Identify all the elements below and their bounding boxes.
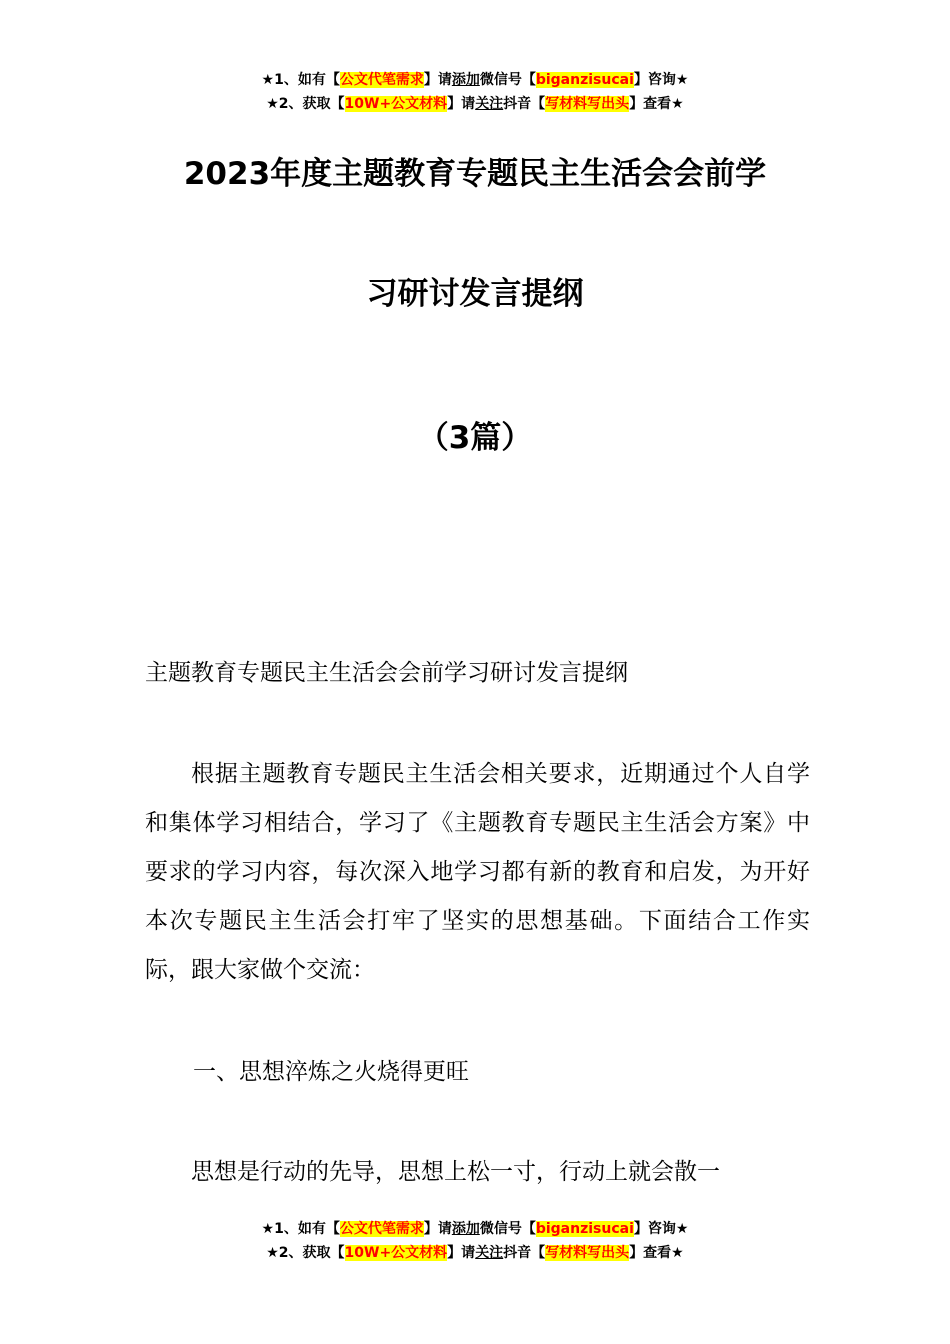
banner-highlight: biganzisucai bbox=[535, 1221, 634, 1237]
banner-text: ★2、获取【 bbox=[266, 1245, 345, 1261]
banner-text: 抖音【 bbox=[503, 96, 546, 112]
banner-text: 】咨询★ bbox=[633, 72, 689, 88]
banner-line-1 bbox=[0, 68, 950, 92]
banner-text: 】请 bbox=[447, 1245, 476, 1261]
banner-highlight: 写材料写出头 bbox=[545, 96, 630, 112]
banner-highlight: 10W+公文材料 bbox=[344, 1245, 448, 1261]
header-banner bbox=[0, 68, 950, 116]
banner-highlight: 10W+公文材料 bbox=[344, 96, 448, 112]
banner-line-1 bbox=[0, 1217, 950, 1241]
body-paragraph-2: 思想是行动的先导，思想上松一寸，行动上就会散一 bbox=[191, 1159, 720, 1185]
banner-text: 】查看★ bbox=[629, 1245, 684, 1261]
banner-highlight: 公文代笔需求 bbox=[339, 72, 424, 88]
banner-text: 微信号【 bbox=[479, 72, 536, 88]
section-subtitle: 主题教育专题民主生活会会前学习研讨发言提纲 bbox=[145, 660, 628, 686]
banner-line-2 bbox=[0, 1241, 950, 1265]
banner-text: 】查看★ bbox=[629, 96, 684, 112]
document-title-count: （3篇） bbox=[417, 420, 533, 456]
banner-underlined: 关注 bbox=[475, 1245, 504, 1261]
banner-line-2 bbox=[0, 92, 950, 116]
banner-highlight: biganzisucai bbox=[535, 72, 634, 88]
banner-underlined: 关注 bbox=[475, 96, 504, 112]
banner-text: 】请 bbox=[447, 96, 476, 112]
banner-text: 抖音【 bbox=[503, 1245, 546, 1261]
document-title-line-1: 2023年度主题教育专题民主生活会会前学 bbox=[183, 156, 767, 192]
banner-text: 】请 bbox=[423, 72, 452, 88]
banner-text: 微信号【 bbox=[479, 1221, 536, 1237]
banner-text: ★1、如有【 bbox=[261, 72, 340, 88]
document-title-line-2: 习研讨发言提纲 bbox=[366, 276, 584, 312]
banner-underlined: 添加 bbox=[451, 1221, 480, 1237]
banner-highlight: 公文代笔需求 bbox=[339, 1221, 424, 1237]
banner-text: ★1、如有【 bbox=[261, 1221, 340, 1237]
banner-text: ★2、获取【 bbox=[266, 96, 345, 112]
banner-underlined: 添加 bbox=[451, 72, 480, 88]
banner-text: 】请 bbox=[423, 1221, 452, 1237]
footer-banner bbox=[0, 1217, 950, 1265]
body-paragraph-1: 根据主题教育专题民主生活会相关要求，近期通过个人自学和集体学习相结合，学习了《主题教育专题民主生活会方案》中要求的学习内容，每次深入地学习都有新的教育和启发，为开好本次专题民主生活会打牢了坚实的思想基础。下面结合工作实际，跟大家做个交流： bbox=[145, 761, 810, 983]
banner-text: 】咨询★ bbox=[633, 1221, 689, 1237]
section-heading-1: 一、思想淬炼之火烧得更旺 bbox=[193, 1059, 469, 1085]
banner-highlight: 写材料写出头 bbox=[545, 1245, 630, 1261]
